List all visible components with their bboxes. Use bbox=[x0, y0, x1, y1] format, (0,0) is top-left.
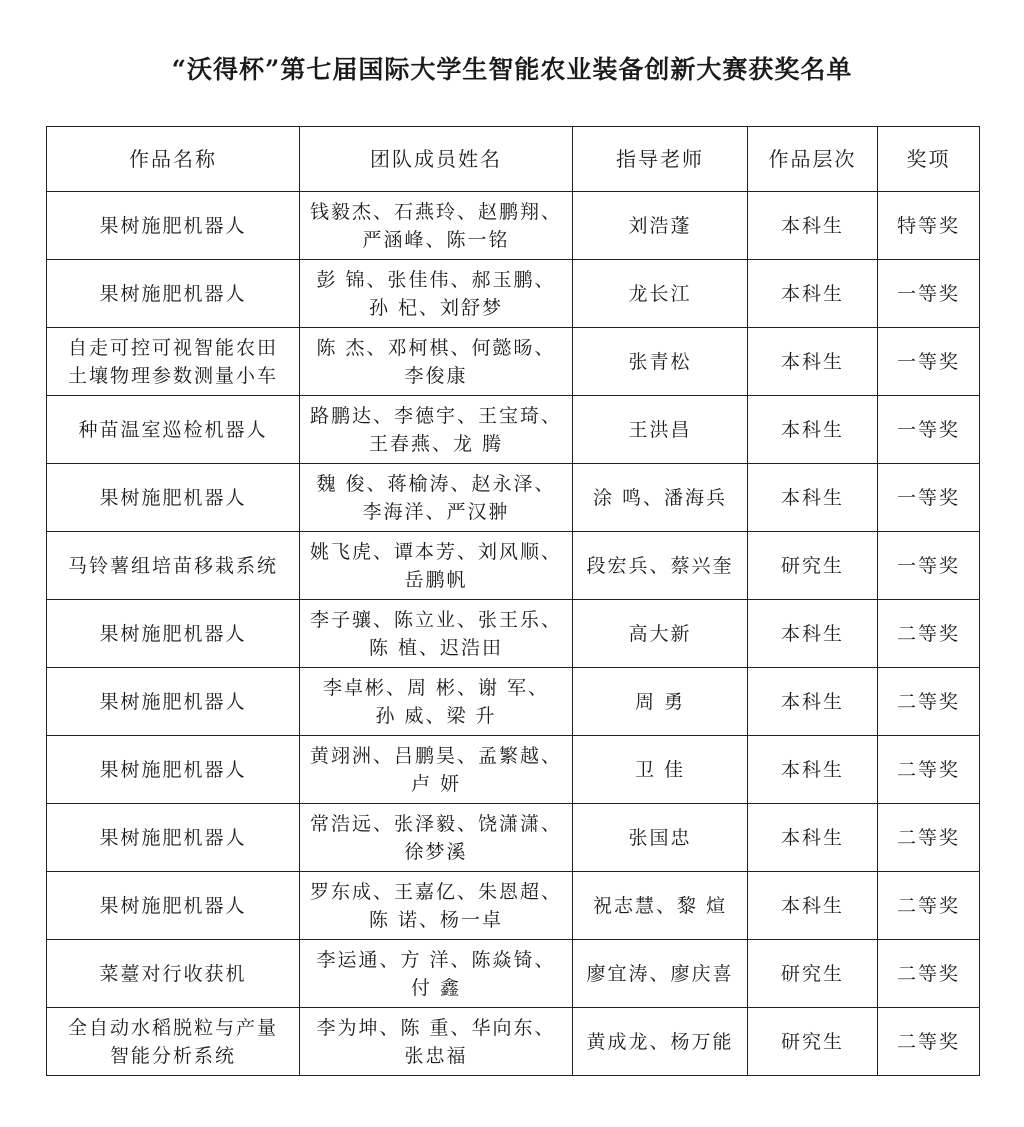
table-row bbox=[47, 192, 980, 260]
cell-work-name-line: 全自动水稻脱粒与产量 bbox=[67, 1016, 278, 1039]
cell-advisor: 廖宜涛、廖庆喜 bbox=[573, 940, 748, 1008]
cell-team-members-line: 王春燕、龙 腾 bbox=[368, 432, 504, 455]
cell-level: 本科生 bbox=[748, 872, 878, 940]
cell-advisor: 王洪昌 bbox=[573, 396, 748, 464]
page-title: “沃得杯”第七届国际大学生智能农业装备创新大赛获奖名单 bbox=[171, 55, 853, 84]
table-row bbox=[47, 396, 980, 464]
cell-team-members-line: 李俊康 bbox=[404, 364, 468, 387]
cell-team-members-line: 李子骧、陈立业、张王乐、 bbox=[309, 608, 562, 631]
cell-work-name-line: 果树施肥机器人 bbox=[99, 622, 247, 645]
cell-award: 二等奖 bbox=[878, 668, 980, 736]
cell-work-name bbox=[47, 396, 300, 464]
cell-team-members bbox=[300, 1008, 573, 1076]
cell-advisor: 张青松 bbox=[573, 328, 748, 396]
table-row bbox=[47, 260, 980, 328]
cell-award: 二等奖 bbox=[878, 1008, 980, 1076]
cell-advisor: 涂 鸣、潘海兵 bbox=[573, 464, 748, 532]
header-advisor: 指导老师 bbox=[573, 127, 748, 192]
cell-award: 特等奖 bbox=[878, 192, 980, 260]
cell-work-name bbox=[47, 328, 300, 396]
cell-team-members-line: 陈 诺、杨一卓 bbox=[368, 908, 504, 931]
cell-team-members-line: 姚飞虎、谭本芳、刘风顺、 bbox=[309, 540, 562, 563]
cell-work-name-line: 果树施肥机器人 bbox=[99, 758, 247, 781]
cell-work-name bbox=[47, 872, 300, 940]
cell-team-members bbox=[300, 464, 573, 532]
cell-team-members-line: 李海洋、严汉翀 bbox=[362, 500, 510, 523]
cell-work-name-line: 果树施肥机器人 bbox=[99, 282, 247, 305]
header-award: 奖项 bbox=[878, 127, 980, 192]
table-row bbox=[47, 668, 980, 736]
table-row bbox=[47, 804, 980, 872]
header-level: 作品层次 bbox=[748, 127, 878, 192]
cell-team-members-line: 严涵峰、陈一铭 bbox=[362, 228, 510, 251]
header-team-members: 团队成员姓名 bbox=[300, 127, 573, 192]
cell-team-members-line: 路鹏达、李德宇、王宝琦、 bbox=[309, 404, 562, 427]
cell-level: 本科生 bbox=[748, 192, 878, 260]
cell-team-members-line: 卢 妍 bbox=[410, 772, 462, 795]
cell-work-name-line: 自走可控可视智能农田 bbox=[67, 336, 278, 359]
table-row bbox=[47, 872, 980, 940]
cell-award: 一等奖 bbox=[878, 464, 980, 532]
cell-advisor: 卫 佳 bbox=[573, 736, 748, 804]
cell-award: 一等奖 bbox=[878, 260, 980, 328]
cell-work-name bbox=[47, 940, 300, 1008]
table-row bbox=[47, 940, 980, 1008]
cell-work-name-line: 果树施肥机器人 bbox=[99, 690, 247, 713]
cell-work-name bbox=[47, 1008, 300, 1076]
cell-team-members-line: 岳鹏帆 bbox=[404, 568, 468, 591]
table-row bbox=[47, 464, 980, 532]
cell-advisor: 龙长江 bbox=[573, 260, 748, 328]
cell-level: 本科生 bbox=[748, 736, 878, 804]
cell-level: 本科生 bbox=[748, 668, 878, 736]
cell-advisor: 祝志慧、黎 煊 bbox=[573, 872, 748, 940]
cell-team-members bbox=[300, 600, 573, 668]
cell-level: 研究生 bbox=[748, 532, 878, 600]
cell-award: 一等奖 bbox=[878, 328, 980, 396]
award-table bbox=[46, 126, 980, 1076]
cell-work-name bbox=[47, 600, 300, 668]
cell-work-name bbox=[47, 804, 300, 872]
cell-level: 本科生 bbox=[748, 804, 878, 872]
cell-team-members bbox=[300, 192, 573, 260]
cell-work-name-line: 果树施肥机器人 bbox=[99, 894, 247, 917]
cell-team-members-line: 陈 杰、邓柯棋、何懿旸、 bbox=[316, 336, 556, 359]
cell-team-members-line: 李卓彬、周 彬、谢 军、 bbox=[322, 676, 550, 699]
cell-work-name bbox=[47, 532, 300, 600]
cell-work-name bbox=[47, 260, 300, 328]
cell-team-members-line: 徐梦溪 bbox=[404, 840, 468, 863]
cell-level: 本科生 bbox=[748, 328, 878, 396]
cell-level: 研究生 bbox=[748, 1008, 878, 1076]
cell-team-members-line: 罗东成、王嘉亿、朱恩超、 bbox=[309, 880, 562, 903]
cell-work-name-line: 果树施肥机器人 bbox=[99, 214, 247, 237]
header-work-name: 作品名称 bbox=[47, 127, 300, 192]
cell-team-members bbox=[300, 396, 573, 464]
cell-advisor: 周 勇 bbox=[573, 668, 748, 736]
cell-team-members bbox=[300, 736, 573, 804]
table-row bbox=[47, 736, 980, 804]
cell-work-name bbox=[47, 736, 300, 804]
cell-team-members-line: 孙 杞、刘舒梦 bbox=[368, 296, 504, 319]
cell-work-name-line: 果树施肥机器人 bbox=[99, 826, 247, 849]
cell-level: 研究生 bbox=[748, 940, 878, 1008]
cell-team-members-line: 魏 俊、蒋榆涛、赵永泽、 bbox=[316, 472, 556, 495]
cell-team-members-line: 彭 锦、张佳伟、郝玉鹏、 bbox=[316, 268, 556, 291]
cell-team-members-line: 付 鑫 bbox=[410, 976, 462, 999]
cell-team-members bbox=[300, 260, 573, 328]
cell-team-members bbox=[300, 804, 573, 872]
cell-team-members-line: 张忠福 bbox=[404, 1044, 468, 1067]
cell-team-members-line: 陈 植、迟浩田 bbox=[368, 636, 504, 659]
cell-work-name-line: 智能分析系统 bbox=[109, 1044, 236, 1067]
table-body bbox=[47, 192, 980, 1076]
cell-work-name bbox=[47, 464, 300, 532]
cell-award: 一等奖 bbox=[878, 532, 980, 600]
cell-team-members-line: 黄翊洲、吕鹏昊、孟繁越、 bbox=[309, 744, 562, 767]
cell-advisor: 段宏兵、蔡兴奎 bbox=[573, 532, 748, 600]
table-row bbox=[47, 1008, 980, 1076]
cell-advisor: 刘浩蓬 bbox=[573, 192, 748, 260]
table-header-row bbox=[47, 127, 980, 192]
cell-work-name bbox=[47, 668, 300, 736]
cell-advisor: 黄成龙、杨万能 bbox=[573, 1008, 748, 1076]
cell-work-name-line: 种苗温室巡检机器人 bbox=[78, 418, 268, 441]
cell-level: 本科生 bbox=[748, 464, 878, 532]
cell-work-name-line: 马铃薯组培苗移栽系统 bbox=[67, 554, 278, 577]
cell-advisor: 高大新 bbox=[573, 600, 748, 668]
cell-level: 本科生 bbox=[748, 396, 878, 464]
cell-work-name bbox=[47, 192, 300, 260]
cell-team-members bbox=[300, 532, 573, 600]
table-row bbox=[47, 600, 980, 668]
cell-award: 二等奖 bbox=[878, 804, 980, 872]
cell-team-members-line: 李运通、方 洋、陈焱锜、 bbox=[316, 948, 556, 971]
cell-award: 二等奖 bbox=[878, 872, 980, 940]
cell-award: 二等奖 bbox=[878, 600, 980, 668]
cell-team-members bbox=[300, 872, 573, 940]
cell-team-members-line: 孙 威、梁 升 bbox=[375, 704, 497, 727]
cell-award: 二等奖 bbox=[878, 940, 980, 1008]
cell-team-members-line: 钱毅杰、石燕玲、赵鹏翔、 bbox=[309, 200, 562, 223]
cell-work-name-line: 土壤物理参数测量小车 bbox=[67, 364, 278, 387]
cell-team-members bbox=[300, 328, 573, 396]
table-row bbox=[47, 532, 980, 600]
cell-team-members bbox=[300, 940, 573, 1008]
cell-work-name-line: 菜薹对行收获机 bbox=[99, 962, 247, 985]
cell-team-members bbox=[300, 668, 573, 736]
cell-award: 一等奖 bbox=[878, 396, 980, 464]
cell-level: 本科生 bbox=[748, 260, 878, 328]
cell-award: 二等奖 bbox=[878, 736, 980, 804]
cell-advisor: 张国忠 bbox=[573, 804, 748, 872]
table-row bbox=[47, 328, 980, 396]
cell-team-members-line: 常浩远、张泽毅、饶潇潇、 bbox=[309, 812, 562, 835]
cell-work-name-line: 果树施肥机器人 bbox=[99, 486, 247, 509]
cell-level: 本科生 bbox=[748, 600, 878, 668]
cell-team-members-line: 李为坤、陈 重、华向东、 bbox=[316, 1016, 556, 1039]
